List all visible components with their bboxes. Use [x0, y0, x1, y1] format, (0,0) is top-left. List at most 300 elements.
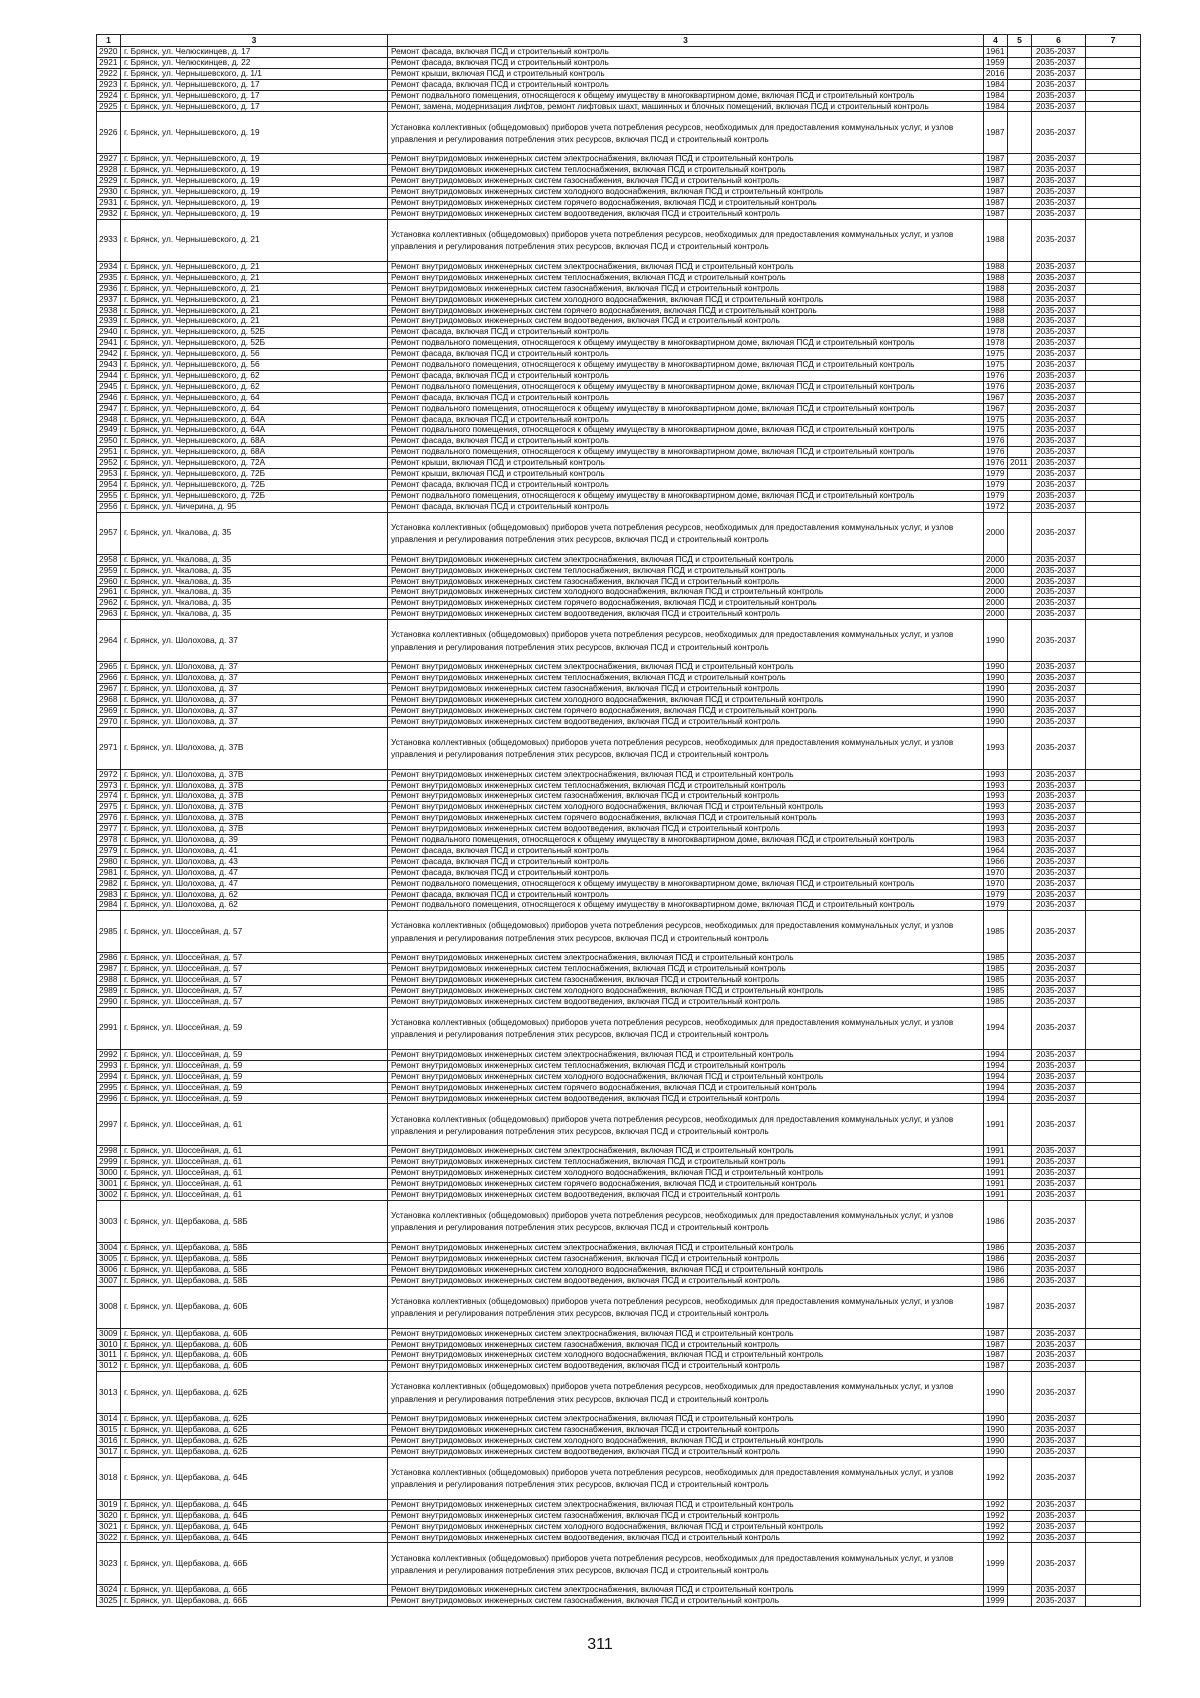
note-cell: [1086, 1286, 1141, 1328]
table-row: [97, 101, 1141, 112]
year-cell: 1988: [984, 272, 1008, 283]
last-repair-cell: [1008, 1361, 1032, 1372]
table-row: [97, 1499, 1141, 1510]
work-type-cell: Ремонт внутридомовых инженерных систем горячего водоснабжения, включая ПСД и строительный контроль: [388, 198, 984, 209]
period-cell: 2035-2037: [1032, 187, 1086, 198]
table-row: [97, 436, 1141, 447]
last-repair-cell: [1008, 856, 1032, 867]
year-cell: 1988: [984, 294, 1008, 305]
note-cell: [1086, 1179, 1141, 1190]
work-type-cell: Ремонт внутридомовых инженерных систем электроснабжения, включая ПСД и строительный контроль: [388, 662, 984, 673]
row-number: 2999: [97, 1157, 121, 1168]
row-number: 2951: [97, 447, 121, 458]
table-row: [97, 1275, 1141, 1286]
last-repair-cell: [1008, 272, 1032, 283]
year-cell: 1984: [984, 90, 1008, 101]
row-number: 2922: [97, 68, 121, 79]
address-cell: г. Брянск, ул. Шоссейная, д. 61: [121, 1179, 388, 1190]
table-row: [97, 208, 1141, 219]
table-row: [97, 1060, 1141, 1071]
work-type-cell: Установка коллективных (общедомовых) приборов учета потребления ресурсов, необходимых для предоставления коммунальных услуг, и узлов управления и регулирования потребления этих ресурсов, включая ПСД и строительный контроль: [388, 1104, 984, 1146]
period-cell: 2035-2037: [1032, 1179, 1086, 1190]
last-repair-cell: [1008, 381, 1032, 392]
year-cell: 1992: [984, 1510, 1008, 1521]
note-cell: [1086, 1361, 1141, 1372]
note-cell: [1086, 480, 1141, 491]
last-repair-cell: [1008, 436, 1032, 447]
row-number: 2983: [97, 889, 121, 900]
address-cell: г. Брянск, ул. Щербакова, д. 62Б: [121, 1436, 388, 1447]
period-cell: 2035-2037: [1032, 727, 1086, 769]
address-cell: г. Брянск, ул. Чернышевского, д. 17: [121, 79, 388, 90]
period-cell: 2035-2037: [1032, 101, 1086, 112]
last-repair-cell: [1008, 878, 1032, 889]
row-number: 2930: [97, 187, 121, 198]
note-cell: [1086, 620, 1141, 662]
last-repair-cell: [1008, 694, 1032, 705]
address-cell: г. Брянск, ул. Чкалова, д. 35: [121, 598, 388, 609]
year-cell: 1992: [984, 1457, 1008, 1499]
address-cell: г. Брянск, ул. Чернышевского, д. 21: [121, 261, 388, 272]
address-cell: г. Брянск, ул. Чернышевского, д. 62: [121, 381, 388, 392]
document-page: [96, 34, 1140, 1607]
work-type-cell: Установка коллективных (общедомовых) приборов учета потребления ресурсов, необходимых для предоставления коммунальных услуг, и узлов управления и регулирования потребления этих ресурсов, включая ПСД и строительный контроль: [388, 1372, 984, 1414]
header-col-5: 5: [1008, 35, 1032, 47]
period-cell: 2035-2037: [1032, 620, 1086, 662]
table-row: [97, 68, 1141, 79]
address-cell: г. Брянск, ул. Щербакова, д. 62Б: [121, 1446, 388, 1457]
year-cell: 1966: [984, 856, 1008, 867]
row-number: 2956: [97, 501, 121, 512]
row-number: 2942: [97, 349, 121, 360]
table-row: [97, 1532, 1141, 1543]
table-row: [97, 1264, 1141, 1275]
note-cell: [1086, 986, 1141, 997]
period-cell: 2035-2037: [1032, 576, 1086, 587]
address-cell: г. Брянск, ул. Щербакова, д. 60Б: [121, 1350, 388, 1361]
table-row: [97, 867, 1141, 878]
row-number: 3005: [97, 1253, 121, 1264]
address-cell: г. Брянск, ул. Чернышевского, д. 68А: [121, 436, 388, 447]
period-cell: 2035-2037: [1032, 1521, 1086, 1532]
row-number: 2931: [97, 198, 121, 209]
note-cell: [1086, 889, 1141, 900]
work-type-cell: Ремонт внутридомовых инженерных систем газоснабжения, включая ПСД и строительный контроль: [388, 1253, 984, 1264]
address-cell: г. Брянск, ул. Чернышевского, д. 21: [121, 316, 388, 327]
period-cell: 2035-2037: [1032, 1596, 1086, 1607]
year-cell: 1988: [984, 316, 1008, 327]
last-repair-cell: [1008, 512, 1032, 554]
address-cell: г. Брянск, ул. Щербакова, д. 60Б: [121, 1328, 388, 1339]
work-type-cell: Ремонт внутридомовых инженерных систем водоотведения, включая ПСД и строительный контроль: [388, 1190, 984, 1201]
row-number: 2948: [97, 414, 121, 425]
address-cell: г. Брянск, ул. Шоссейная, д. 59: [121, 1049, 388, 1060]
last-repair-cell: [1008, 1372, 1032, 1414]
address-cell: г. Брянск, ул. Щербакова, д. 66Б: [121, 1585, 388, 1596]
row-number: 2945: [97, 381, 121, 392]
year-cell: 1993: [984, 769, 1008, 780]
note-cell: [1086, 1253, 1141, 1264]
table-row: [97, 1104, 1141, 1146]
year-cell: 1992: [984, 1532, 1008, 1543]
table-row: [97, 824, 1141, 835]
row-number: 2941: [97, 338, 121, 349]
work-type-cell: Ремонт подвального помещения, относящегося к общему имуществу в многоквартирном доме, включая ПСД и строительный контроль: [388, 425, 984, 436]
period-cell: 2035-2037: [1032, 469, 1086, 480]
row-number: 2992: [97, 1049, 121, 1060]
year-cell: 1986: [984, 1264, 1008, 1275]
row-number: 3014: [97, 1414, 121, 1425]
note-cell: [1086, 261, 1141, 272]
address-cell: г. Брянск, ул. Чернышевского, д. 17: [121, 101, 388, 112]
work-type-cell: Ремонт внутридомовых инженерных систем холодного водоснабжения, включая ПСД и строительный контроль: [388, 1168, 984, 1179]
address-cell: г. Брянск, ул. Шолохова, д. 39: [121, 835, 388, 846]
last-repair-cell: [1008, 900, 1032, 911]
last-repair-cell: [1008, 349, 1032, 360]
header-col-4: 4: [984, 35, 1008, 47]
table-row: [97, 176, 1141, 187]
last-repair-cell: [1008, 490, 1032, 501]
row-number: 2968: [97, 694, 121, 705]
work-type-cell: Ремонт фасада, включая ПСД и строительный контроль: [388, 856, 984, 867]
note-cell: [1086, 360, 1141, 371]
row-number: 2987: [97, 964, 121, 975]
work-type-cell: Установка коллективных (общедомовых) приборов учета потребления ресурсов, необходимых для предоставления коммунальных услуг, и узлов управления и регулирования потребления этих ресурсов, включая ПСД и строительный контроль: [388, 1457, 984, 1499]
row-number: 2989: [97, 986, 121, 997]
period-cell: 2035-2037: [1032, 911, 1086, 953]
note-cell: [1086, 219, 1141, 261]
table-row: [97, 1414, 1141, 1425]
address-cell: г. Брянск, ул. Чернышевского, д. 19: [121, 154, 388, 165]
work-type-cell: Ремонт внутридомовых инженерных систем водоотведения, включая ПСД и строительный контроль: [388, 1275, 984, 1286]
work-type-cell: Ремонт, замена, модернизация лифтов, ремонт лифтовых шахт, машинных и блочных помещений, включая ПСД и строительный контроль: [388, 101, 984, 112]
year-cell: 1990: [984, 1436, 1008, 1447]
last-repair-cell: [1008, 1532, 1032, 1543]
row-number: 2936: [97, 283, 121, 294]
table-row: [97, 953, 1141, 964]
period-cell: 2035-2037: [1032, 1200, 1086, 1242]
year-cell: 1988: [984, 219, 1008, 261]
address-cell: г. Брянск, ул. Чернышевского, д. 21: [121, 305, 388, 316]
last-repair-cell: [1008, 198, 1032, 209]
period-cell: 2035-2037: [1032, 878, 1086, 889]
period-cell: 2035-2037: [1032, 824, 1086, 835]
period-cell: 2035-2037: [1032, 1372, 1086, 1414]
note-cell: [1086, 1436, 1141, 1447]
note-cell: [1086, 425, 1141, 436]
work-type-cell: Ремонт подвального помещения, относящегося к общему имуществу в многоквартирном доме, включая ПСД и строительный контроль: [388, 490, 984, 501]
year-cell: 1987: [984, 208, 1008, 219]
last-repair-cell: [1008, 727, 1032, 769]
work-type-cell: Ремонт фасада, включая ПСД и строительный контроль: [388, 436, 984, 447]
work-type-cell: Ремонт внутридомовых инженерных систем холодного водоснабжения, включая ПСД и строительный контроль: [388, 986, 984, 997]
year-cell: 2016: [984, 68, 1008, 79]
work-type-cell: Установка коллективных (общедомовых) приборов учета потребления ресурсов, необходимых для предоставления коммунальных услуг, и узлов управления и регулирования потребления этих ресурсов, включая ПСД и строительный контроль: [388, 1200, 984, 1242]
row-number: 3024: [97, 1585, 121, 1596]
note-cell: [1086, 1543, 1141, 1585]
note-cell: [1086, 1264, 1141, 1275]
period-cell: 2035-2037: [1032, 283, 1086, 294]
period-cell: 2035-2037: [1032, 1543, 1086, 1585]
address-cell: г. Брянск, ул. Чернышевского, д. 52Б: [121, 327, 388, 338]
work-type-cell: Ремонт внутридомовых инженерных систем водоотведения, включая ПСД и строительный контроль: [388, 1093, 984, 1104]
last-repair-cell: [1008, 57, 1032, 68]
note-cell: [1086, 867, 1141, 878]
year-cell: 1985: [984, 964, 1008, 975]
last-repair-cell: [1008, 480, 1032, 491]
work-type-cell: Ремонт внутридомовых инженерных систем холодного водоснабжения, включая ПСД и строительный контроль: [388, 1071, 984, 1082]
year-cell: 1986: [984, 1200, 1008, 1242]
address-cell: г. Брянск, ул. Чернышевского, д. 56: [121, 349, 388, 360]
table-row: [97, 1361, 1141, 1372]
address-cell: г. Брянск, ул. Шоссейная, д. 59: [121, 1071, 388, 1082]
period-cell: 2035-2037: [1032, 79, 1086, 90]
work-type-cell: Ремонт внутридомовых инженерных систем газоснабжения, включая ПСД и строительный контроль: [388, 975, 984, 986]
year-cell: 1990: [984, 716, 1008, 727]
table-row: [97, 349, 1141, 360]
period-cell: 2035-2037: [1032, 176, 1086, 187]
address-cell: г. Брянск, ул. Чичерина, д. 95: [121, 501, 388, 512]
table-row: [97, 964, 1141, 975]
work-type-cell: Ремонт внутридомовых инженерных систем водоотведения, включая ПСД и строительный контроль: [388, 1532, 984, 1543]
work-type-cell: Ремонт внутридомовых инженерных систем водоотведения, включая ПСД и строительный контроль: [388, 997, 984, 1008]
address-cell: г. Брянск, ул. Чернышевского, д. 72Б: [121, 480, 388, 491]
year-cell: 1986: [984, 1242, 1008, 1253]
table-row: [97, 1049, 1141, 1060]
period-cell: 2035-2037: [1032, 1328, 1086, 1339]
note-cell: [1086, 490, 1141, 501]
address-cell: г. Брянск, ул. Чкалова, д. 35: [121, 565, 388, 576]
work-type-cell: Ремонт внутридомовых инженерных систем теплоснабжения, включая ПСД и строительный контроль: [388, 1157, 984, 1168]
last-repair-cell: [1008, 403, 1032, 414]
last-repair-cell: [1008, 1543, 1032, 1585]
address-cell: г. Брянск, ул. Шолохова, д. 37: [121, 705, 388, 716]
address-cell: г. Брянск, ул. Чернышевского, д. 72Б: [121, 469, 388, 480]
address-cell: г. Брянск, ул. Щербакова, д. 62Б: [121, 1372, 388, 1414]
year-cell: 1979: [984, 469, 1008, 480]
row-number: 2933: [97, 219, 121, 261]
work-type-cell: Ремонт внутридомовых инженерных систем электроснабжения, включая ПСД и строительный контроль: [388, 769, 984, 780]
period-cell: 2035-2037: [1032, 1436, 1086, 1447]
note-cell: [1086, 436, 1141, 447]
year-cell: 1994: [984, 1049, 1008, 1060]
work-type-cell: Ремонт фасада, включая ПСД и строительный контроль: [388, 349, 984, 360]
row-number: 3001: [97, 1179, 121, 1190]
note-cell: [1086, 694, 1141, 705]
period-cell: 2035-2037: [1032, 447, 1086, 458]
address-cell: г. Брянск, ул. Шоссейная, д. 57: [121, 911, 388, 953]
row-number: 2975: [97, 802, 121, 813]
row-number: 2926: [97, 112, 121, 154]
table-row: [97, 219, 1141, 261]
period-cell: 2035-2037: [1032, 1339, 1086, 1350]
year-cell: 1993: [984, 802, 1008, 813]
year-cell: 1987: [984, 1286, 1008, 1328]
year-cell: 1987: [984, 176, 1008, 187]
period-cell: 2035-2037: [1032, 480, 1086, 491]
last-repair-cell: [1008, 1436, 1032, 1447]
last-repair-cell: [1008, 576, 1032, 587]
row-number: 3003: [97, 1200, 121, 1242]
period-cell: 2035-2037: [1032, 609, 1086, 620]
work-type-cell: Установка коллективных (общедомовых) приборов учета потребления ресурсов, необходимых для предоставления коммунальных услуг, и узлов управления и регулирования потребления этих ресурсов, включая ПСД и строительный контроль: [388, 1007, 984, 1049]
year-cell: 1987: [984, 1339, 1008, 1350]
table-row: [97, 769, 1141, 780]
last-repair-cell: [1008, 587, 1032, 598]
year-cell: 1991: [984, 1157, 1008, 1168]
period-cell: 2035-2037: [1032, 889, 1086, 900]
address-cell: г. Брянск, ул. Шоссейная, д. 61: [121, 1190, 388, 1201]
year-cell: 1994: [984, 1093, 1008, 1104]
table-row: [97, 1071, 1141, 1082]
table-row: [97, 587, 1141, 598]
period-cell: 2035-2037: [1032, 1361, 1086, 1372]
address-cell: г. Брянск, ул. Шолохова, д. 37В: [121, 824, 388, 835]
period-cell: 2035-2037: [1032, 1093, 1086, 1104]
table-row: [97, 458, 1141, 469]
year-cell: 1984: [984, 79, 1008, 90]
table-row: [97, 392, 1141, 403]
table-row: [97, 1339, 1141, 1350]
header-col-1: 1: [97, 35, 121, 47]
row-number: 3008: [97, 1286, 121, 1328]
period-cell: 2035-2037: [1032, 673, 1086, 684]
work-type-cell: Ремонт подвального помещения, относящегося к общему имуществу в многоквартирном доме, включая ПСД и строительный контроль: [388, 878, 984, 889]
last-repair-cell: [1008, 1146, 1032, 1157]
last-repair-cell: [1008, 1200, 1032, 1242]
row-number: 2991: [97, 1007, 121, 1049]
year-cell: 1985: [984, 911, 1008, 953]
year-cell: 1990: [984, 1425, 1008, 1436]
work-type-cell: Ремонт внутридомовых инженерных систем горячего водоснабжения, включая ПСД и строительный контроль: [388, 1179, 984, 1190]
last-repair-cell: [1008, 1093, 1032, 1104]
table-row: [97, 716, 1141, 727]
work-type-cell: Ремонт внутридомовых инженерных систем водоотведения, включая ПСД и строительный контроль: [388, 1361, 984, 1372]
header-col-2: 3: [121, 35, 388, 47]
address-cell: г. Брянск, ул. Щербакова, д. 60Б: [121, 1286, 388, 1328]
note-cell: [1086, 673, 1141, 684]
address-cell: г. Брянск, ул. Шолохова, д. 37В: [121, 727, 388, 769]
address-cell: г. Брянск, ул. Шоссейная, д. 59: [121, 1007, 388, 1049]
last-repair-cell: [1008, 1007, 1032, 1049]
year-cell: 1994: [984, 1060, 1008, 1071]
last-repair-cell: [1008, 1104, 1032, 1146]
last-repair-cell: [1008, 1168, 1032, 1179]
period-cell: 2035-2037: [1032, 261, 1086, 272]
work-type-cell: Ремонт внутридомовых инженерных систем газоснабжения, включая ПСД и строительный контроль: [388, 1425, 984, 1436]
note-cell: [1086, 1200, 1141, 1242]
period-cell: 2035-2037: [1032, 1146, 1086, 1157]
work-type-cell: Ремонт внутридомовых инженерных систем газоснабжения, включая ПСД и строительный контроль: [388, 576, 984, 587]
year-cell: 1990: [984, 694, 1008, 705]
last-repair-cell: [1008, 1414, 1032, 1425]
table-row: [97, 598, 1141, 609]
table-row: [97, 1007, 1141, 1049]
period-cell: 2035-2037: [1032, 997, 1086, 1008]
year-cell: 1993: [984, 780, 1008, 791]
period-cell: 2035-2037: [1032, 856, 1086, 867]
last-repair-cell: [1008, 47, 1032, 58]
address-cell: г. Брянск, ул. Шолохова, д. 37В: [121, 813, 388, 824]
year-cell: 1999: [984, 1585, 1008, 1596]
period-cell: 2035-2037: [1032, 327, 1086, 338]
row-number: 2965: [97, 662, 121, 673]
row-number: 2974: [97, 791, 121, 802]
year-cell: 1991: [984, 1168, 1008, 1179]
table-row: [97, 1146, 1141, 1157]
address-cell: г. Брянск, ул. Чкалова, д. 35: [121, 587, 388, 598]
year-cell: 1994: [984, 1071, 1008, 1082]
address-cell: г. Брянск, ул. Чкалова, д. 35: [121, 554, 388, 565]
table-row: [97, 283, 1141, 294]
note-cell: [1086, 587, 1141, 598]
table-row: [97, 1190, 1141, 1201]
row-number: 2939: [97, 316, 121, 327]
period-cell: 2035-2037: [1032, 403, 1086, 414]
last-repair-cell: [1008, 620, 1032, 662]
work-type-cell: Ремонт внутридомовых инженерных систем теплоснабжения, включая ПСД и строительный контроль: [388, 780, 984, 791]
table-row: [97, 305, 1141, 316]
address-cell: г. Брянск, ул. Шолохова, д. 37: [121, 716, 388, 727]
table-row: [97, 1286, 1141, 1328]
year-cell: 1967: [984, 392, 1008, 403]
row-number: 2997: [97, 1104, 121, 1146]
work-type-cell: Ремонт внутридомовых инженерных систем холодного водоснабжения, включая ПСД и строительный контроль: [388, 1264, 984, 1275]
last-repair-cell: [1008, 769, 1032, 780]
address-cell: г. Брянск, ул. Чернышевского, д. 64: [121, 403, 388, 414]
table-row: [97, 856, 1141, 867]
address-cell: г. Брянск, ул. Шоссейная, д. 57: [121, 986, 388, 997]
note-cell: [1086, 501, 1141, 512]
address-cell: г. Брянск, ул. Шолохова, д. 37В: [121, 791, 388, 802]
row-number: 2970: [97, 716, 121, 727]
note-cell: [1086, 813, 1141, 824]
table-row: [97, 1179, 1141, 1190]
table-row: [97, 490, 1141, 501]
address-cell: г. Брянск, ул. Чернышевского, д. 52Б: [121, 338, 388, 349]
year-cell: 2000: [984, 512, 1008, 554]
row-number: 3019: [97, 1499, 121, 1510]
address-cell: г. Брянск, ул. Шолохова, д. 41: [121, 845, 388, 856]
period-cell: 2035-2037: [1032, 975, 1086, 986]
year-cell: 2000: [984, 565, 1008, 576]
row-number: 3009: [97, 1328, 121, 1339]
note-cell: [1086, 370, 1141, 381]
last-repair-cell: [1008, 889, 1032, 900]
row-number: 2934: [97, 261, 121, 272]
table-row: [97, 780, 1141, 791]
address-cell: г. Брянск, ул. Шолохова, д. 37: [121, 620, 388, 662]
work-type-cell: Ремонт внутридомовых инженерных систем холодного водоснабжения, включая ПСД и строительный контроль: [388, 587, 984, 598]
year-cell: 1991: [984, 1179, 1008, 1190]
address-cell: г. Брянск, ул. Щербакова, д. 58Б: [121, 1264, 388, 1275]
row-number: 2932: [97, 208, 121, 219]
last-repair-cell: [1008, 813, 1032, 824]
table-body: [97, 47, 1141, 1607]
period-cell: 2035-2037: [1032, 90, 1086, 101]
table-row: [97, 911, 1141, 953]
address-cell: г. Брянск, ул. Щербакова, д. 58Б: [121, 1200, 388, 1242]
note-cell: [1086, 824, 1141, 835]
table-row: [97, 187, 1141, 198]
note-cell: [1086, 1104, 1141, 1146]
note-cell: [1086, 780, 1141, 791]
last-repair-cell: [1008, 705, 1032, 716]
row-number: 2980: [97, 856, 121, 867]
note-cell: [1086, 997, 1141, 1008]
work-type-cell: Ремонт внутридомовых инженерных систем газоснабжения, включая ПСД и строительный контроль: [388, 791, 984, 802]
note-cell: [1086, 79, 1141, 90]
